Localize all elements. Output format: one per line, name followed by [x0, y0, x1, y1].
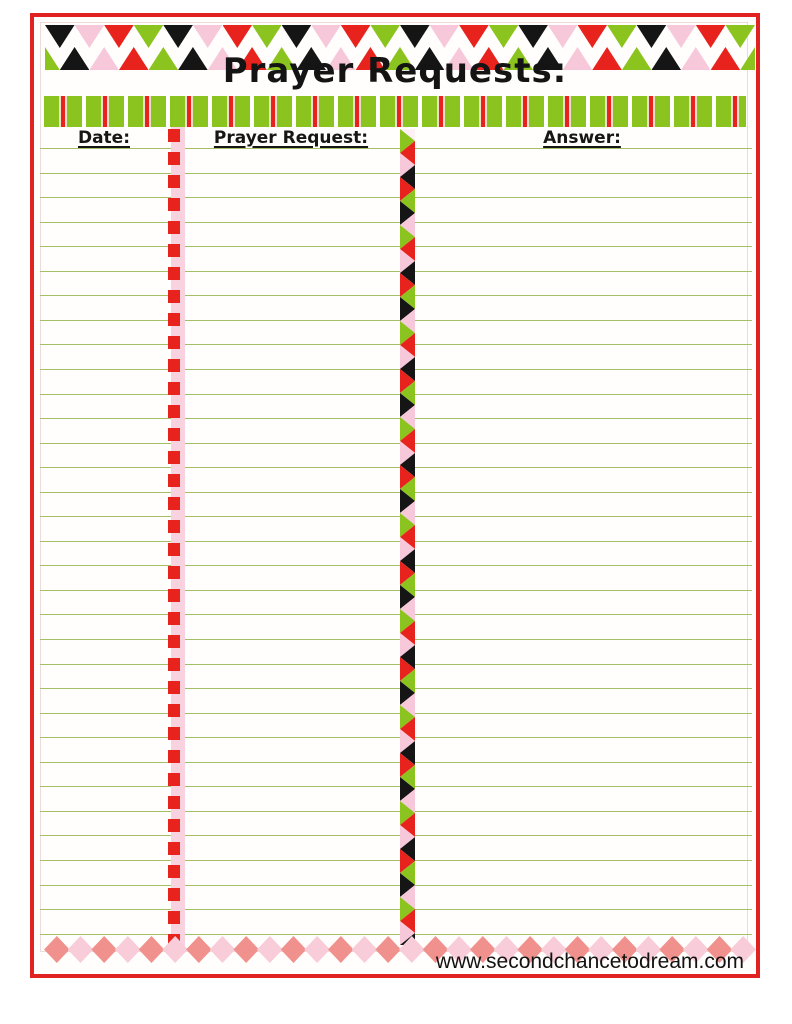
diamond-icon	[328, 936, 354, 963]
diamond-icon	[162, 936, 188, 963]
triangle-icon	[459, 25, 489, 48]
printable-sheet	[30, 13, 760, 978]
triangle-icon	[518, 25, 548, 48]
triangle-icon	[725, 25, 755, 48]
column-header-answer: Answer:	[543, 128, 621, 148]
column-divider-pattern	[400, 129, 415, 945]
date-column-area	[40, 148, 168, 936]
triangle-icon	[163, 25, 193, 48]
triangle-icon	[45, 25, 75, 48]
triangle-icon	[370, 25, 400, 48]
diamond-icon	[186, 936, 212, 963]
diamond-icon	[139, 936, 165, 963]
date-column-divider	[168, 127, 185, 950]
triangle-icon	[430, 25, 460, 48]
answer-column-area	[415, 148, 750, 936]
column-header-prayer-request: Prayer Request:	[213, 128, 369, 148]
diamond-icon	[115, 936, 141, 963]
prayer-request-column-area	[185, 148, 400, 936]
diamond-icon	[233, 936, 259, 963]
triangle-icon	[75, 25, 105, 48]
page-title: Prayer Requests:	[222, 51, 568, 91]
triangle-icon	[252, 25, 282, 48]
triangle-icon	[311, 25, 341, 48]
diamond-icon	[399, 936, 425, 963]
triangle-icon	[578, 25, 608, 48]
triangle-icon	[696, 25, 726, 48]
triangle-icon	[104, 25, 134, 48]
triangle-icon	[400, 25, 430, 48]
diamond-icon	[210, 936, 236, 963]
red-dash-pattern	[168, 129, 180, 952]
footer-website-url: www.secondchancetodream.com	[435, 950, 744, 973]
diamond-icon	[352, 936, 378, 963]
triangle-icon	[637, 25, 667, 48]
diamond-icon	[304, 936, 330, 963]
triangle-icon	[341, 25, 371, 48]
triangle-icon	[607, 25, 637, 48]
diamond-icon	[44, 936, 70, 963]
triangle-icon	[134, 25, 164, 48]
diamond-icon	[375, 936, 401, 963]
triangle-icon	[489, 25, 519, 48]
diamond-icon	[68, 936, 94, 963]
diamond-icon	[281, 936, 307, 963]
triangle-icon	[193, 25, 223, 48]
diamond-icon	[91, 936, 117, 963]
triangle-icon	[223, 25, 253, 48]
triangle-icon	[666, 25, 696, 48]
triangle-icon	[282, 25, 312, 48]
triangle-icon	[548, 25, 578, 48]
column-header-date: Date:	[77, 128, 131, 148]
diamond-icon	[257, 936, 283, 963]
green-stripe-banner	[44, 96, 746, 127]
